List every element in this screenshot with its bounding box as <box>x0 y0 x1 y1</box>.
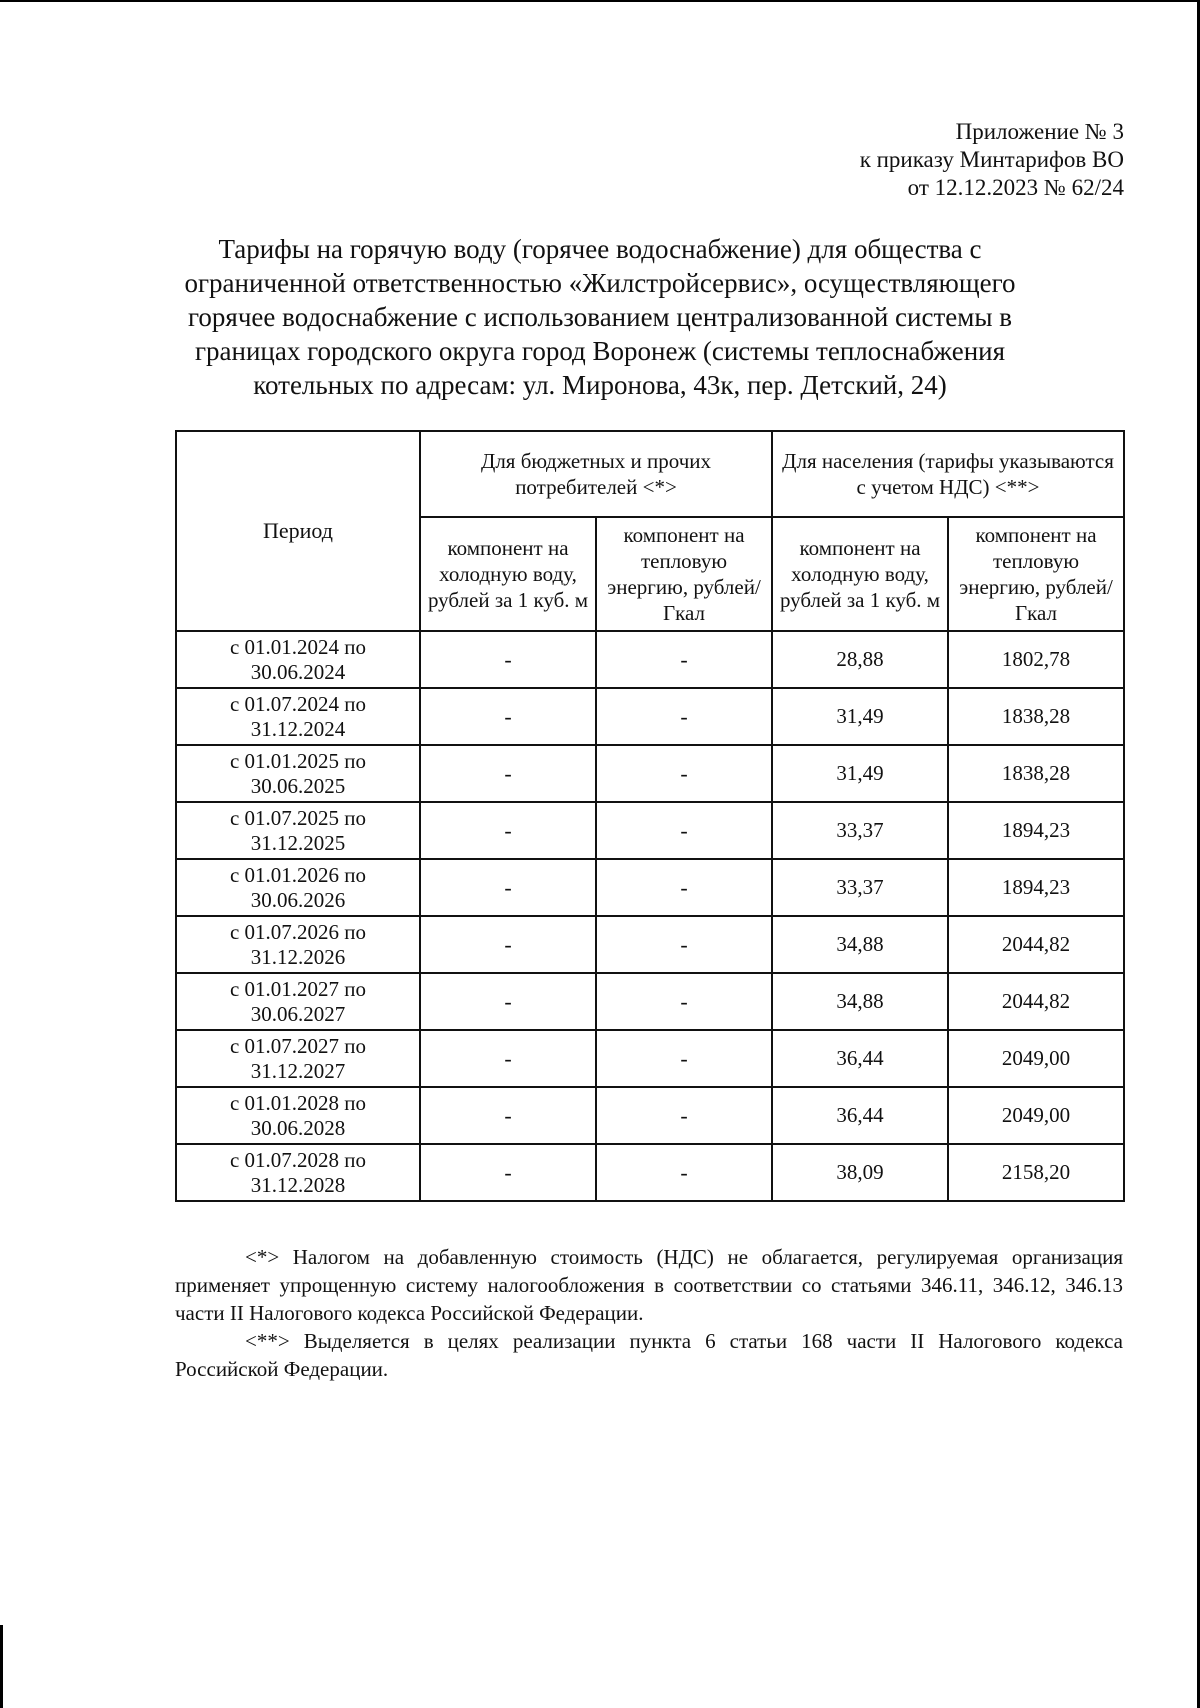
population-heat-energy-header: компонент на тепловую энергию, рублей/Гкал <box>948 517 1124 631</box>
budget-cold-cell: - <box>420 1087 596 1144</box>
budget-heat-cell: - <box>596 631 772 688</box>
population-heat-cell: 1894,23 <box>948 859 1124 916</box>
population-heat-cell: 1894,23 <box>948 802 1124 859</box>
population-heat-cell: 2044,82 <box>948 973 1124 1030</box>
table-row <box>176 1144 1124 1201</box>
period-header: Период <box>176 431 420 631</box>
appendix-line: от 12.12.2023 № 62/24 <box>907 175 1124 200</box>
budget-heat-energy-header: компонент на тепловую энергию, рублей/Гкал <box>596 517 772 631</box>
budget-cold-cell: - <box>420 688 596 745</box>
period-cell: с 01.07.2028 по 31.12.2028 <box>176 1144 420 1201</box>
appendix-line: Приложение № 3 <box>955 119 1124 144</box>
budget-cold-cell: - <box>420 745 596 802</box>
population-cold-cell: 31,49 <box>772 745 948 802</box>
population-cold-cell: 34,88 <box>772 973 948 1030</box>
appendix-reference <box>860 118 1124 202</box>
table-row <box>176 1030 1124 1087</box>
footnote-vat-included: <**> Выделяется в целях реализации пункта 6 статьи 168 части II Налогового кодекса Российской Федерации. <box>175 1329 1123 1381</box>
population-heat-cell: 1802,78 <box>948 631 1124 688</box>
population-cold-cell: 34,88 <box>772 916 948 973</box>
document-title <box>150 232 1050 402</box>
table-row <box>176 688 1124 745</box>
population-header: Для населения (тарифы указываются с учетом НДС) <**> <box>772 431 1124 517</box>
tariff-table <box>175 430 1125 1202</box>
budget-cold-cell: - <box>420 1144 596 1201</box>
table-row <box>176 802 1124 859</box>
table-row <box>176 631 1124 688</box>
population-heat-cell: 2049,00 <box>948 1087 1124 1144</box>
budget-cold-cell: - <box>420 802 596 859</box>
period-cell: с 01.07.2026 по 31.12.2026 <box>176 916 420 973</box>
budget-heat-cell: - <box>596 688 772 745</box>
population-cold-cell: 31,49 <box>772 688 948 745</box>
budget-heat-cell: - <box>596 745 772 802</box>
population-heat-cell: 1838,28 <box>948 745 1124 802</box>
title-line: Тарифы на горячую воду (горячее водоснабжение) для общества с <box>218 234 982 264</box>
budget-cold-cell: - <box>420 1030 596 1087</box>
tariff-table-body <box>176 631 1124 1201</box>
population-cold-cell: 28,88 <box>772 631 948 688</box>
budget-consumers-header: Для бюджетных и прочих потребителей <*> <box>420 431 772 517</box>
budget-cold-water-header: компонент на холодную воду, рублей за 1 куб. м <box>420 517 596 631</box>
period-cell: с 01.01.2027 по 30.06.2027 <box>176 973 420 1030</box>
budget-heat-cell: - <box>596 1030 772 1087</box>
title-line: горячее водоснабжение с использованием централизованной системы в <box>188 302 1012 332</box>
population-cold-cell: 33,37 <box>772 859 948 916</box>
budget-cold-cell: - <box>420 973 596 1030</box>
period-cell: с 01.01.2026 по 30.06.2026 <box>176 859 420 916</box>
period-cell: с 01.07.2024 по 31.12.2024 <box>176 688 420 745</box>
period-cell: с 01.01.2025 по 30.06.2025 <box>176 745 420 802</box>
footnotes <box>175 1243 1123 1383</box>
population-heat-cell: 2044,82 <box>948 916 1124 973</box>
population-heat-cell: 1838,28 <box>948 688 1124 745</box>
footnote-vat-exempt: <*> Налогом на добавленную стоимость (НДС) не облагается, регулируемая организация применяет упрощенную систему налогообложения в соответствии со статьями 346.11, 346.12, 346.13 части II Налогового кодекса Российской Федерации. <box>175 1245 1123 1325</box>
population-cold-cell: 38,09 <box>772 1144 948 1201</box>
budget-cold-cell: - <box>420 916 596 973</box>
budget-cold-cell: - <box>420 631 596 688</box>
budget-heat-cell: - <box>596 859 772 916</box>
population-heat-cell: 2158,20 <box>948 1144 1124 1201</box>
table-row <box>176 973 1124 1030</box>
table-row <box>176 859 1124 916</box>
budget-heat-cell: - <box>596 916 772 973</box>
budget-heat-cell: - <box>596 1087 772 1144</box>
budget-heat-cell: - <box>596 1144 772 1201</box>
budget-cold-cell: - <box>420 859 596 916</box>
appendix-line: к приказу Минтарифов ВО <box>859 147 1124 172</box>
budget-heat-cell: - <box>596 973 772 1030</box>
period-cell: с 01.07.2027 по 31.12.2027 <box>176 1030 420 1087</box>
budget-heat-cell: - <box>596 802 772 859</box>
scan-edge-left <box>0 1625 3 1708</box>
table-row <box>176 916 1124 973</box>
period-cell: с 01.01.2024 по 30.06.2024 <box>176 631 420 688</box>
period-cell: с 01.01.2028 по 30.06.2028 <box>176 1087 420 1144</box>
population-heat-cell: 2049,00 <box>948 1030 1124 1087</box>
title-line: ограниченной ответственностью «Жилстройсервис», осуществляющего <box>184 268 1016 298</box>
population-cold-cell: 33,37 <box>772 802 948 859</box>
population-cold-water-header: компонент на холодную воду, рублей за 1 куб. м <box>772 517 948 631</box>
scan-edge-top <box>0 0 1200 2</box>
table-row <box>176 1087 1124 1144</box>
period-cell: с 01.07.2025 по 31.12.2025 <box>176 802 420 859</box>
table-row <box>176 745 1124 802</box>
title-line: котельных по адресам: ул. Миронова, 43к, пер. Детский, 24) <box>253 370 947 400</box>
population-cold-cell: 36,44 <box>772 1087 948 1144</box>
population-cold-cell: 36,44 <box>772 1030 948 1087</box>
title-line: границах городского округа город Воронеж (системы теплоснабжения <box>194 336 1006 366</box>
